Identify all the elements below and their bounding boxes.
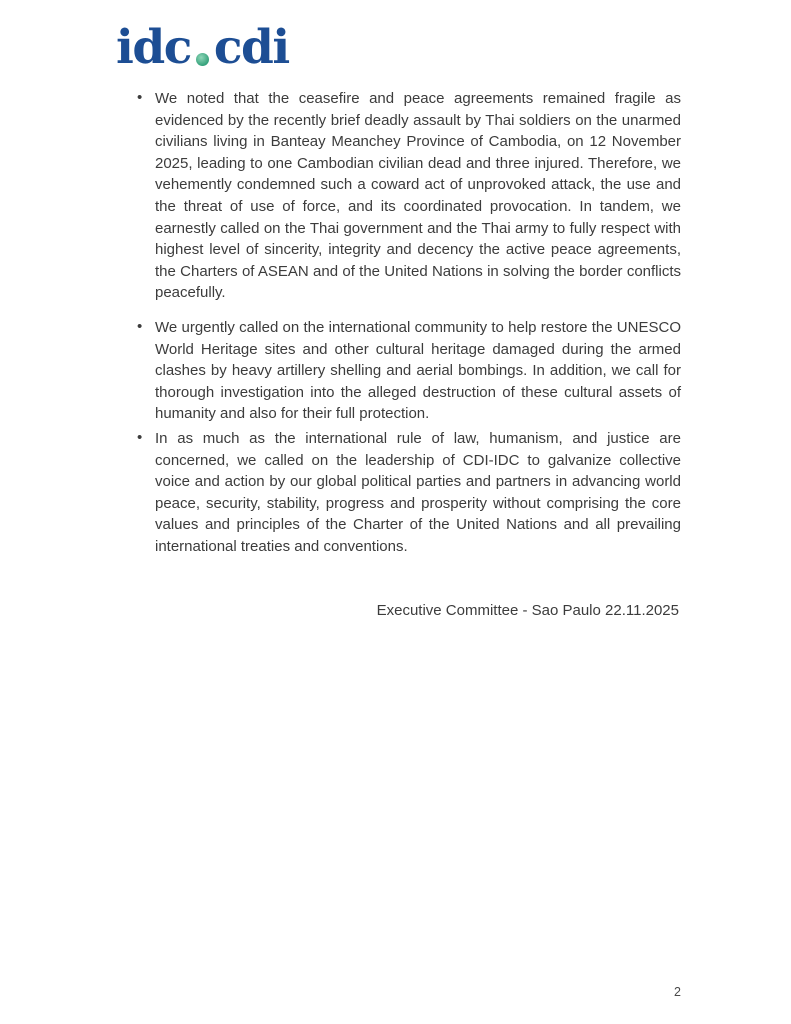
logo xyxy=(116,22,289,74)
bullet-item xyxy=(135,88,681,304)
bullet-icon: • xyxy=(137,428,143,446)
bullet-item xyxy=(135,317,681,425)
bullet-item xyxy=(135,428,681,558)
logo-dot-icon xyxy=(196,53,209,66)
bullet-icon: • xyxy=(137,317,143,335)
signature-line: Executive Committee - Sao Paulo 22.11.2025 xyxy=(376,602,679,620)
bullet-text: We noted that the ceasefire and peace agreements remained fragile as evidenced by the recently brief deadly assault by Thai soldiers on the unarmed civilians living in Banteay Meanchey Province of Cambodia, on 12 November 2025, leading to one Cambodian civilian dead and three injured. Therefore, we vehemently condemned such a coward act of unprovoked attack, the use and the threat of use of force, and its coordinated provocation. In tandem, we earnestly called on the Thai government and the Thai army to fully respect with highest level of sincerity, integrity and decency the active peace agreements, the Charters of ASEAN and of the United Nations in solving the border conflicts peacefully. xyxy=(155,90,681,302)
bullet-text: In as much as the international rule of law, humanism, and justice are concerned, we called on the leadership of CDI-IDC to galvanize collective voice and action by our global political parties and partners in advancing world peace, security, stability, progress and prosperity without comprising the core values and principles of the Charter of the United Nations and all prevailing international treaties and conventions. xyxy=(155,429,681,555)
bullet-list xyxy=(135,88,681,557)
bullet-icon: • xyxy=(137,89,143,106)
document-body xyxy=(135,88,681,619)
logo-text-idc: idc xyxy=(116,20,191,75)
page-number: 2 xyxy=(674,985,681,999)
bullet-text: We urgently called on the international community to help restore the UNESCO World Heritage sites and other cultural heritage damaged during the armed clashes by heavy artillery shelling and aerial bombings. In addition, we call for thorough investigation into the alleged destruction of these cultural assets of humanity and also for their full protection. xyxy=(155,318,681,423)
logo-text-cdi: cdi xyxy=(213,20,289,75)
